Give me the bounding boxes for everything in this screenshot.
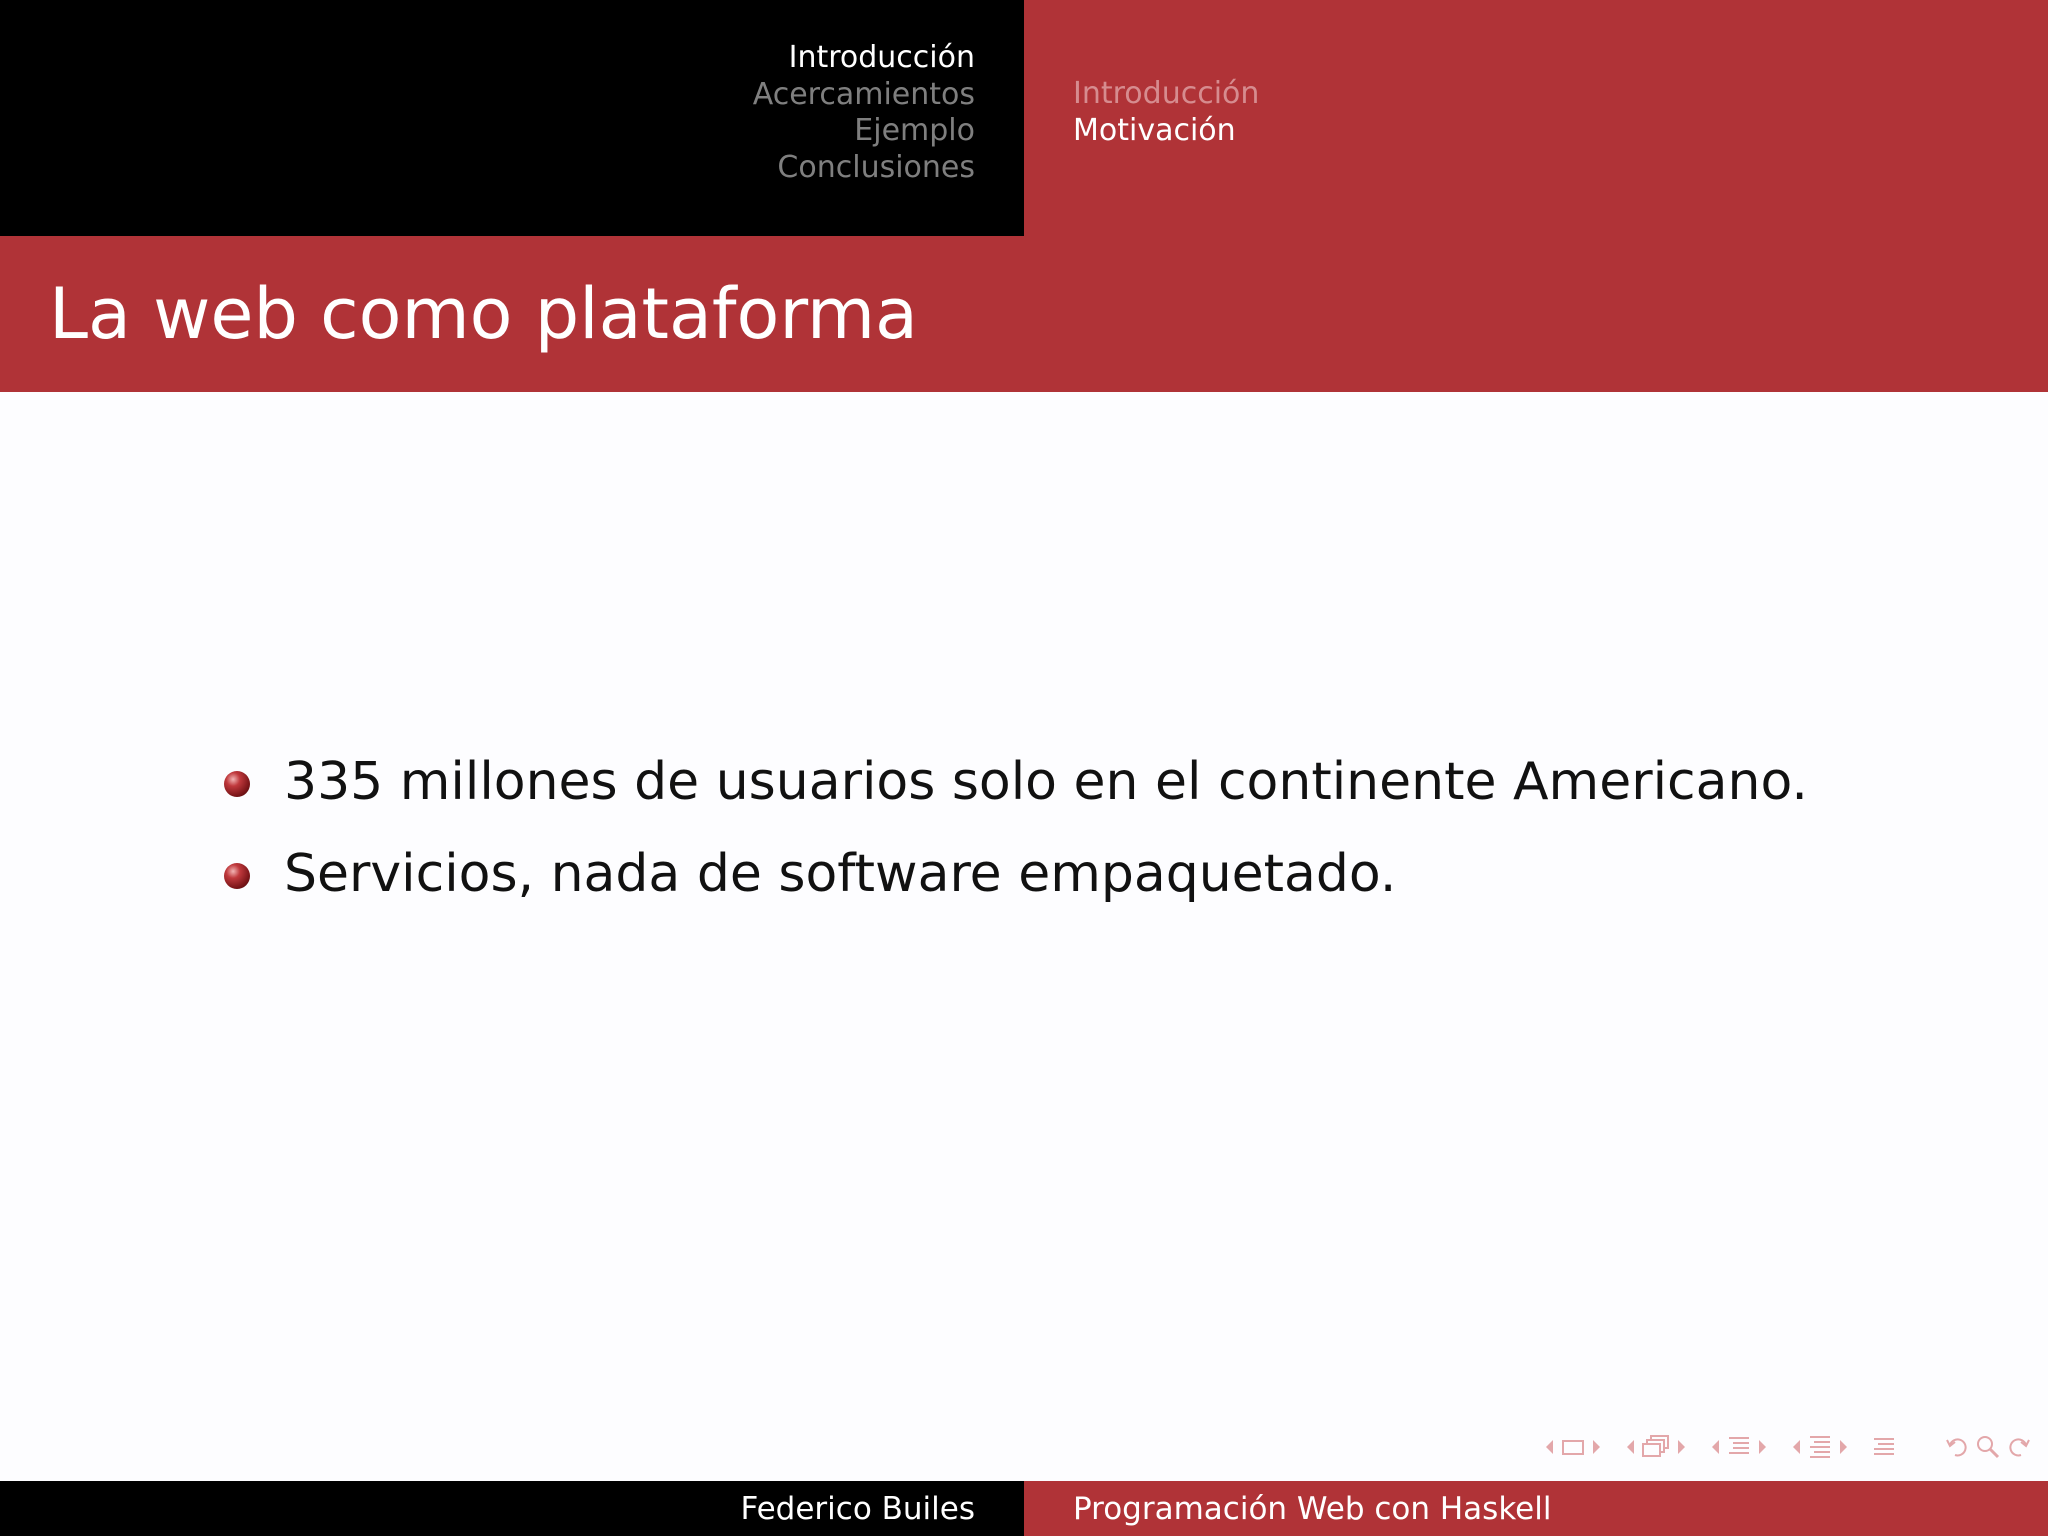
search-nav-group (1944, 1434, 2032, 1460)
frame-icon[interactable] (1641, 1434, 1671, 1460)
header-right-panel (1024, 0, 2048, 236)
bullet-ball-icon (224, 863, 250, 889)
bullet-text: 335 millones de usuarios solo en el continente Americano. (284, 752, 1808, 812)
subsection-nav-group (1709, 1434, 1769, 1460)
subsection-link-motivacion[interactable]: Motivación (1073, 112, 1236, 148)
footer-talk-title: Programación Web con Haskell (1073, 1491, 1552, 1527)
subsection-link-introduccion[interactable]: Introducción (1073, 76, 1260, 111)
footer-title-panel (1024, 1481, 2048, 1536)
header-left-panel (0, 0, 1024, 236)
section-link-acercamientos[interactable]: Acercamientos (752, 76, 975, 112)
search-icon[interactable] (1975, 1434, 2001, 1460)
bullet-ball-icon (224, 771, 250, 797)
subsection-icon[interactable] (1726, 1434, 1752, 1460)
back-icon[interactable] (1944, 1434, 1970, 1460)
section-icon[interactable] (1807, 1434, 1833, 1460)
prev-section-arrow-icon[interactable] (1790, 1437, 1802, 1457)
document-outline-icon[interactable] (1871, 1434, 1897, 1460)
next-section-arrow-icon[interactable] (1838, 1437, 1850, 1457)
section-link-ejemplo[interactable]: Ejemplo (854, 113, 975, 148)
frame-title-bar (0, 236, 2048, 392)
prev-frame-arrow-icon[interactable] (1624, 1437, 1636, 1457)
document-nav-group (1871, 1434, 1897, 1460)
subsection-navigation (1073, 76, 1259, 149)
next-subsection-arrow-icon[interactable] (1757, 1437, 1769, 1457)
next-frame-arrow-icon[interactable] (1676, 1437, 1688, 1457)
section-link-introduccion[interactable]: Introducción (788, 40, 975, 75)
section-navigation (753, 40, 975, 186)
section-nav-group (1790, 1434, 1850, 1460)
beamer-navigation-symbols (1525, 1434, 2032, 1460)
section-link-conclusiones[interactable]: Conclusiones (777, 149, 975, 185)
slide-icon[interactable] (1560, 1437, 1586, 1457)
bullet-list (222, 744, 1808, 928)
footer-author-panel (0, 1481, 1024, 1536)
prev-subsection-arrow-icon[interactable] (1709, 1437, 1721, 1457)
slide-nav-group (1543, 1437, 1603, 1457)
slide-title: La web como plataforma (49, 273, 918, 355)
frame-nav-group (1624, 1434, 1688, 1460)
footer-author: Federico Builes (740, 1491, 975, 1527)
prev-slide-arrow-icon[interactable] (1543, 1437, 1555, 1457)
bullet-item (222, 744, 1808, 836)
bullet-text: Servicios, nada de software empaquetado. (284, 844, 1397, 904)
forward-icon[interactable] (2006, 1434, 2032, 1460)
next-slide-arrow-icon[interactable] (1591, 1437, 1603, 1457)
bullet-item (222, 836, 1808, 928)
